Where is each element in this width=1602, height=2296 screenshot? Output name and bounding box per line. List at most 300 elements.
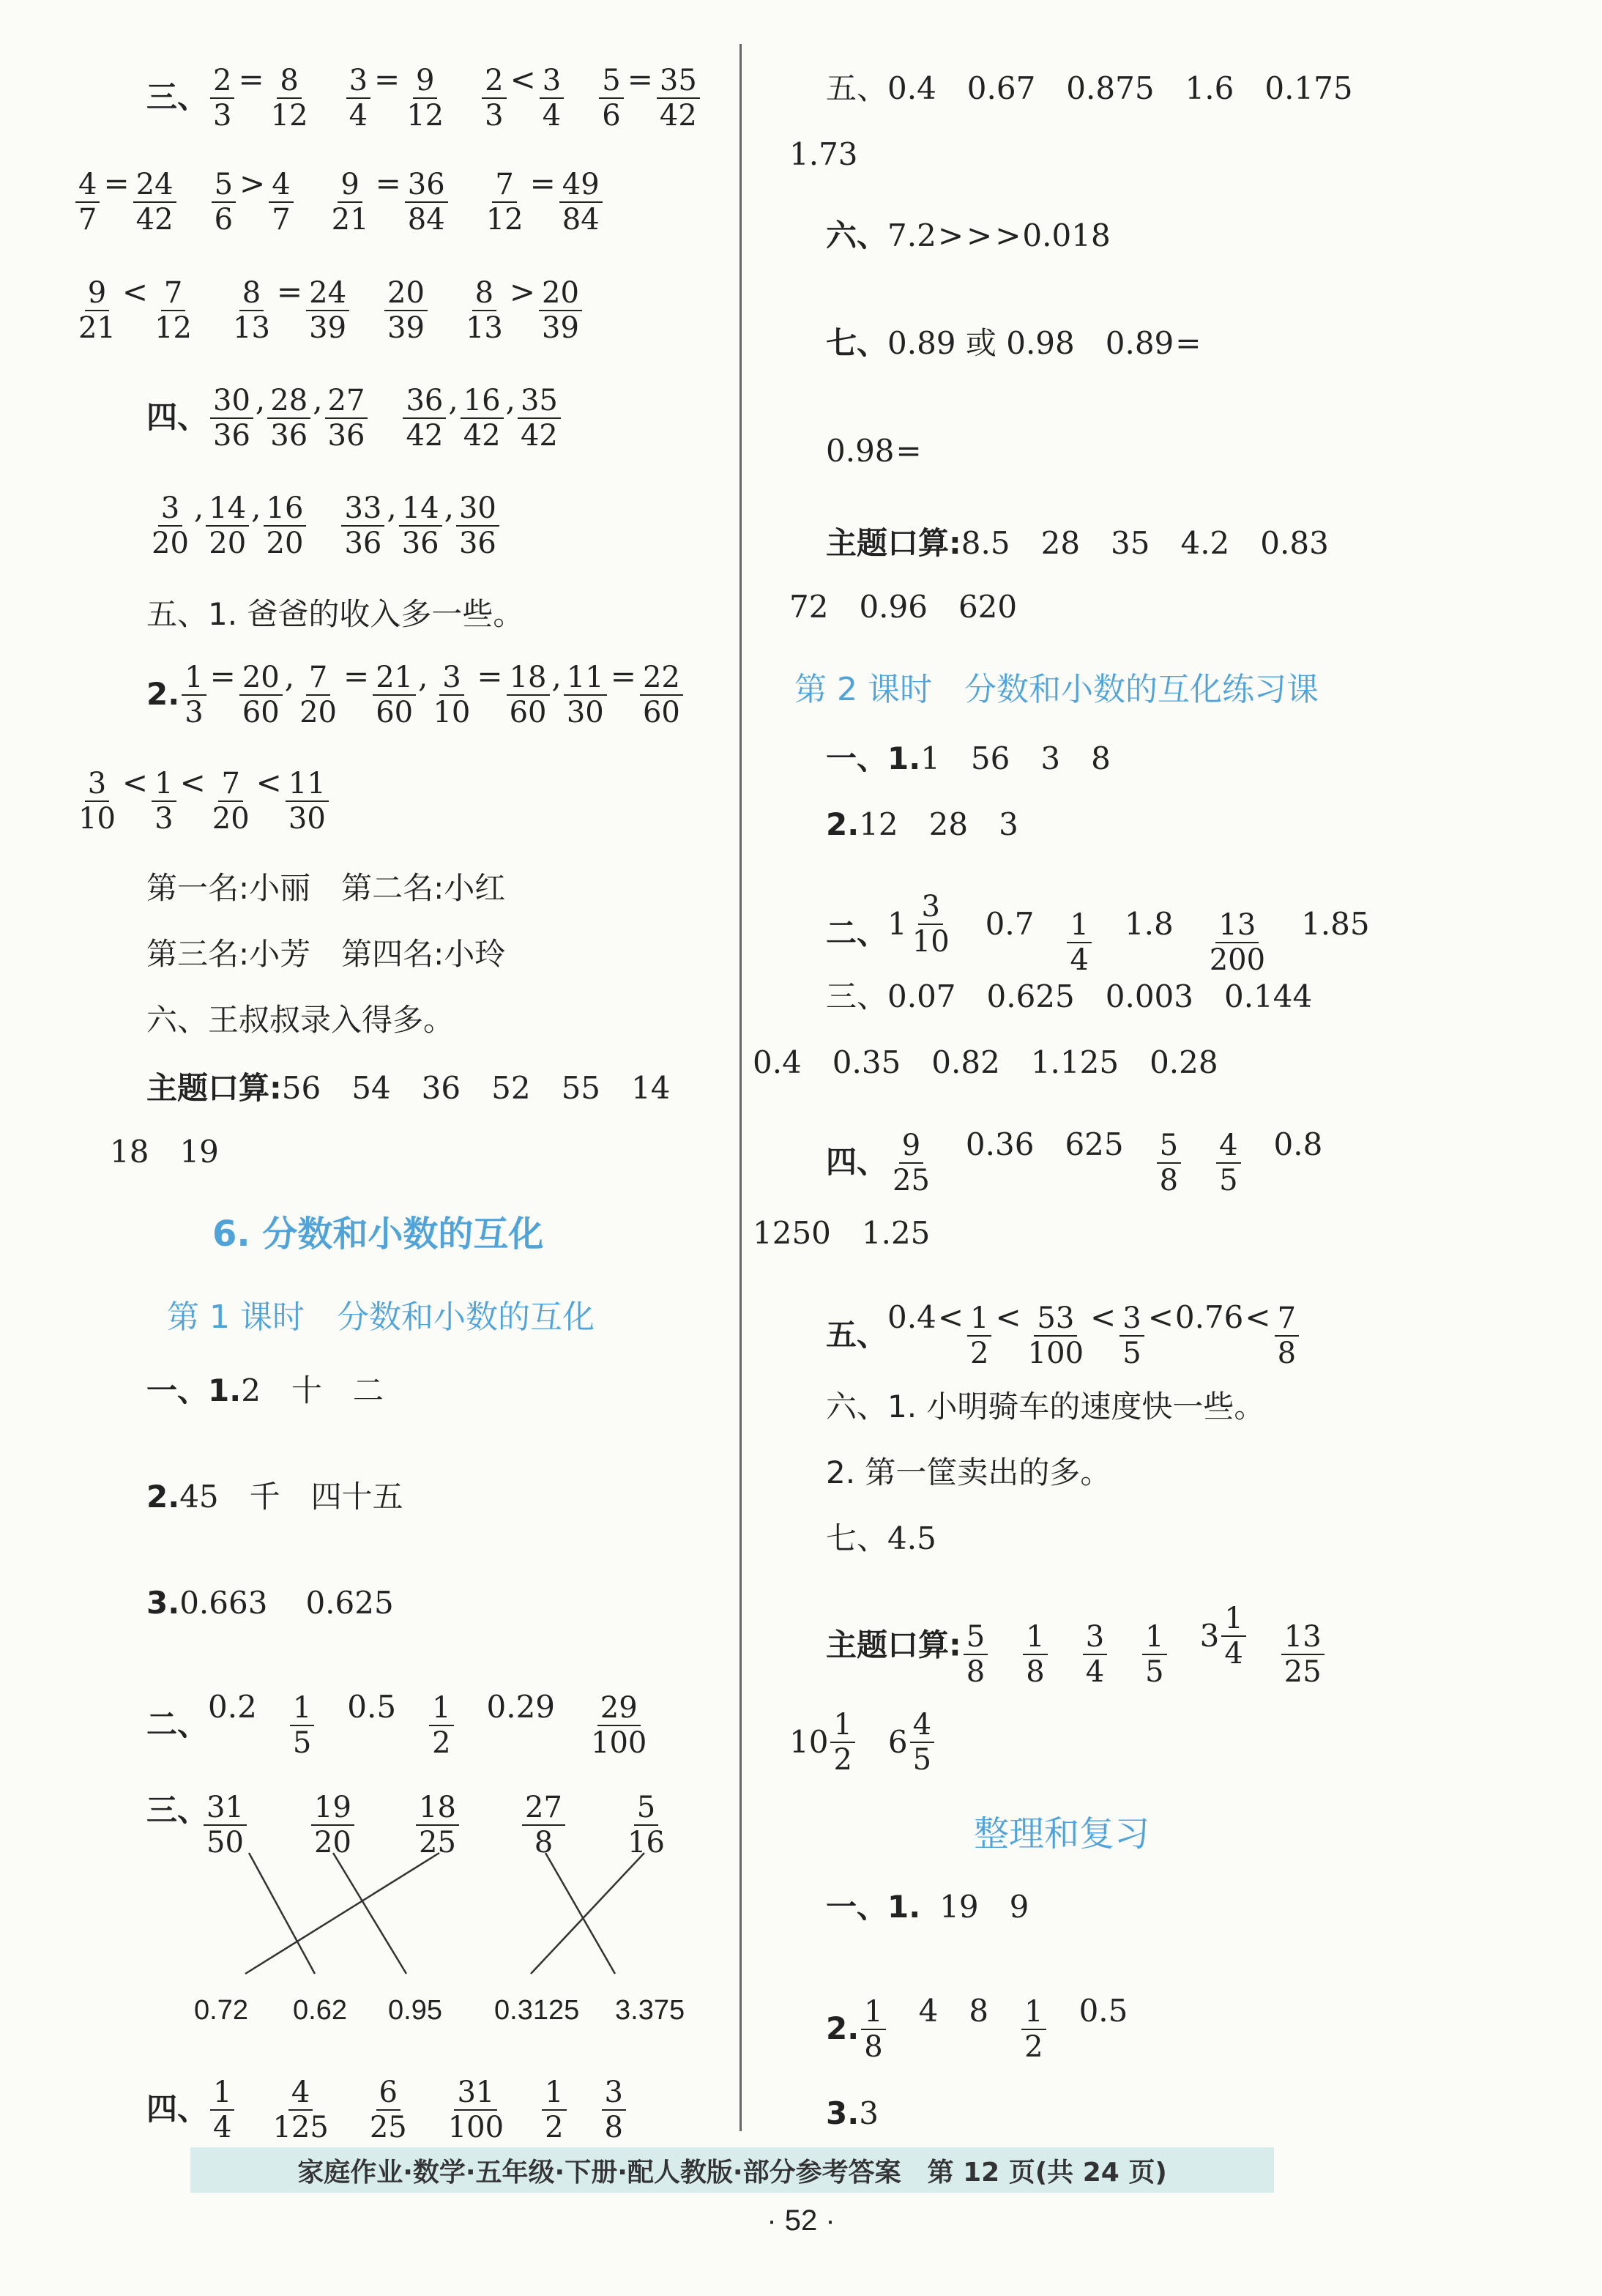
numerator: 8 <box>277 66 301 99</box>
denominator: 60 <box>509 696 547 729</box>
operator: < <box>179 765 206 800</box>
denominator: 2 <box>970 1337 989 1370</box>
match-line <box>531 1853 644 1974</box>
lesson-title: 第 1 课时 分数和小数的互化 <box>167 1299 595 1336</box>
fraction <box>1216 1131 1240 1195</box>
numerator: 53 <box>1034 1304 1077 1337</box>
denominator: 4 <box>1070 943 1089 977</box>
fraction <box>964 1622 988 1687</box>
denominator: 4 <box>213 2111 232 2144</box>
mental-math-label: 主题口算: <box>826 1627 961 1663</box>
numerator: 27 <box>325 386 368 419</box>
numerator: 9 <box>899 1131 923 1164</box>
numerator: 1 <box>1142 1622 1166 1655</box>
denominator: 36 <box>458 527 496 560</box>
right-t1 <box>826 1889 1029 1925</box>
right-r7: 72 0.96 620 <box>789 589 1018 625</box>
operator: < <box>122 274 149 310</box>
numerator: 11 <box>564 663 607 696</box>
denominator: 5 <box>1122 1337 1141 1370</box>
denominator: 100 <box>447 2111 504 2144</box>
operator: = <box>627 62 653 97</box>
numerator: 1 <box>1023 1622 1047 1655</box>
numerator: 35 <box>518 386 561 419</box>
denominator: 4 <box>349 99 368 133</box>
denominator: 13 <box>465 311 503 345</box>
left-d <box>146 2076 628 2142</box>
match-line <box>545 1853 615 1974</box>
denominator: 21 <box>331 203 369 237</box>
answer-text: 0.663 <box>179 1585 268 1621</box>
footer-banner: 家庭作业·数学·五年级·下册·配人教版·部分参考答案 第 12 页(共 24 页) <box>190 2147 1274 2193</box>
answer-text: 12 28 3 <box>859 806 1018 842</box>
denominator: 8 <box>966 1655 986 1689</box>
operator: = <box>610 658 636 694</box>
mental-math-answers: 56 54 36 52 55 14 <box>281 1070 671 1106</box>
answer-text: 0.89 或 0.98 0.89 <box>887 325 1174 361</box>
denominator: 30 <box>566 696 604 729</box>
denominator: 60 <box>376 696 414 729</box>
mixed-number <box>887 890 955 959</box>
denominator: 3 <box>185 696 204 729</box>
fraction <box>1157 1131 1181 1195</box>
fraction <box>1275 1301 1299 1370</box>
operator: < <box>1245 1299 1271 1335</box>
answer-value: 4 <box>918 1993 939 2029</box>
right-s2 <box>826 807 1018 840</box>
item-mark: 一、1. <box>146 1372 242 1408</box>
answer-value: 8 <box>969 1993 989 2029</box>
comma: , <box>284 658 295 694</box>
item-mark: 四、 <box>826 1144 888 1180</box>
matching-decimal: 0.3125 <box>494 1995 580 2026</box>
fraction <box>1025 1301 1087 1370</box>
mixed-number <box>1199 1602 1248 1671</box>
comma: , <box>313 382 323 417</box>
numerator: 4 <box>269 170 293 203</box>
denominator: 42 <box>520 419 558 453</box>
mixed-number <box>789 1710 857 1775</box>
numerator: 5 <box>599 66 623 99</box>
numerator: 3 <box>540 66 564 99</box>
comma: , <box>255 382 266 417</box>
right-r5: 0.98= <box>826 433 922 469</box>
numerator: 5 <box>964 1622 988 1655</box>
denominator: 8 <box>1159 1164 1179 1197</box>
denominator: 5 <box>1219 1164 1238 1197</box>
denominator: 42 <box>659 99 697 133</box>
comma: , <box>448 382 458 417</box>
numerator: 3 <box>602 2078 626 2111</box>
operator: = <box>477 658 503 694</box>
denominator: 50 <box>206 1826 244 1860</box>
right-r4: 七、0.89 或 0.98 0.89= <box>826 325 1202 361</box>
operator: > <box>239 166 266 201</box>
mental-math-label: 主题口算: <box>146 1070 282 1106</box>
matching-decimal: 0.95 <box>388 1995 442 2026</box>
answer-list <box>961 1602 1327 1689</box>
right-s3 <box>826 892 1370 975</box>
left-line-6: 五、1. 爸爸的收入多一些。 <box>146 596 524 632</box>
numerator: 30 <box>456 494 499 527</box>
numerator: 16 <box>461 386 504 419</box>
denominator: 2 <box>833 1743 852 1777</box>
denominator: 8 <box>534 1826 554 1860</box>
fraction <box>830 1710 854 1775</box>
fraction <box>861 1997 885 2062</box>
operator: = <box>238 62 264 97</box>
numerator: 4 <box>288 2078 313 2111</box>
denominator: 20 <box>209 527 247 560</box>
numerator: 3 <box>1119 1304 1144 1337</box>
numerator: 8 <box>472 278 496 311</box>
fraction <box>367 2078 410 2142</box>
denominator: 6 <box>602 99 621 133</box>
answer-list <box>887 1126 1323 1197</box>
numerator: 13 <box>1281 1622 1325 1655</box>
answer-value: 0.4 <box>887 1299 936 1335</box>
item-mark: 2. <box>146 676 180 712</box>
numerator: 24 <box>133 170 176 203</box>
denominator: 5 <box>292 1726 312 1760</box>
match-line <box>333 1853 406 1974</box>
numerator: 1 <box>830 1710 854 1743</box>
right-r2: 1.73 <box>789 136 858 172</box>
matching-decimal: 0.62 <box>293 1995 347 2026</box>
numerator: 31 <box>204 1793 247 1826</box>
answer-value: 0.76 <box>1174 1299 1244 1335</box>
denominator: 12 <box>485 203 524 237</box>
numerator: 1 <box>290 1693 314 1726</box>
fraction <box>1207 910 1268 975</box>
lesson-title: 第 2 课时 分数和小数的互化练习课 <box>794 671 1319 708</box>
numerator: 2 <box>482 66 506 99</box>
denominator: 60 <box>642 696 680 729</box>
answer-text: 3 <box>859 2095 879 2131</box>
mixed-number <box>888 1710 936 1775</box>
numerator: 7 <box>161 278 185 311</box>
fraction <box>910 1710 934 1775</box>
operator: < <box>937 1299 964 1335</box>
whole-part: 10 <box>789 1724 829 1760</box>
numerator: 3 <box>85 769 109 802</box>
right-t3 <box>826 2096 879 2129</box>
numerator: 4 <box>910 1710 934 1743</box>
item-mark: 四、 <box>146 399 209 435</box>
fraction <box>1281 1622 1325 1687</box>
denominator: 36 <box>401 527 439 560</box>
item-mark: 2. <box>826 2010 860 2046</box>
fraction <box>210 2078 234 2142</box>
numerator: 1 <box>1221 1604 1245 1637</box>
numerator: 1 <box>182 663 206 696</box>
numerator: 9 <box>85 278 109 311</box>
fraction <box>909 890 953 959</box>
denominator: 25 <box>419 1826 456 1860</box>
numerator: 19 <box>311 1793 354 1826</box>
right-s12 <box>826 1604 1327 1687</box>
numerator: 11 <box>286 769 329 802</box>
fraction <box>1142 1622 1166 1687</box>
fraction-list <box>208 2073 628 2144</box>
denominator: 12 <box>270 99 308 133</box>
numerator: 29 <box>597 1693 641 1726</box>
comma: , <box>418 658 428 694</box>
denominator: 100 <box>591 1726 647 1760</box>
numerator: 1 <box>1021 1997 1046 2030</box>
denominator: 8 <box>1277 1337 1297 1370</box>
numerator: 7 <box>1275 1304 1299 1337</box>
denominator: 200 <box>1209 943 1266 977</box>
operator: < <box>995 1299 1021 1335</box>
denominator: 4 <box>1224 1637 1243 1671</box>
left-line-11: 六、王叔叔录入得多。 <box>146 1002 455 1038</box>
item-mark: 七、 <box>826 325 888 361</box>
matching-decimal: 0.72 <box>194 1995 248 2026</box>
item-mark: 3. <box>146 1585 180 1621</box>
operator: < <box>1147 1299 1174 1335</box>
item-mark: 二、 <box>826 915 888 951</box>
right-s6 <box>826 1126 1323 1197</box>
answer-text: 7.2 <box>887 218 936 253</box>
denominator: 8 <box>604 2111 623 2144</box>
numerator: 2 <box>210 66 234 99</box>
operator: < <box>510 62 536 97</box>
right-r1: 五、0.4 0.67 0.875 1.6 0.175 <box>826 70 1353 106</box>
answer-text: 0.98 <box>826 433 895 469</box>
whole-part: 1 <box>887 906 907 942</box>
item-mark: 六、 <box>826 218 888 253</box>
operator: = <box>103 166 130 201</box>
numerator: 3 <box>1083 1622 1107 1655</box>
numerator: 1 <box>210 2078 234 2111</box>
numerator: 9 <box>413 66 437 99</box>
match-line <box>245 1853 439 1974</box>
comma: , <box>551 658 562 694</box>
answer-text: 1 56 3 8 <box>920 740 1111 776</box>
operator: < <box>256 765 282 800</box>
denominator: 3 <box>485 99 504 133</box>
comma: , <box>251 489 261 525</box>
answer-text: 0.018 <box>1022 218 1111 253</box>
right-t2 <box>826 1993 1128 2064</box>
numerator: 22 <box>640 663 683 696</box>
answer-value: 0.5 <box>1078 1993 1128 2029</box>
numerator: 33 <box>341 494 384 527</box>
numerator: 3 <box>918 892 942 925</box>
numerator: 9 <box>338 170 362 203</box>
denominator: 42 <box>135 203 174 237</box>
item-mark: 三、 <box>146 1792 209 1828</box>
denominator: 5 <box>912 1743 932 1777</box>
denominator: 84 <box>562 203 600 237</box>
fraction <box>1067 910 1091 975</box>
item-mark: 2. <box>146 1479 180 1515</box>
numerator: 14 <box>399 494 442 527</box>
fraction <box>269 2078 331 2142</box>
answer-text: 2 十 二 <box>241 1372 384 1408</box>
answer-value: 0.2 <box>208 1689 257 1725</box>
denominator: 84 <box>407 203 445 237</box>
operator: = <box>375 166 401 201</box>
right-s11: 七、4.5 <box>826 1520 936 1556</box>
denominator: 7 <box>272 203 291 237</box>
numerator: 8 <box>239 278 264 311</box>
denominator: 2 <box>1024 2030 1043 2064</box>
comma: , <box>505 382 515 417</box>
denominator: 12 <box>154 311 193 345</box>
denominator: 4 <box>1085 1655 1105 1689</box>
numerator: 35 <box>657 66 700 99</box>
comma: , <box>444 489 454 525</box>
numerator: 21 <box>373 663 416 696</box>
right-s13 <box>789 1710 936 1775</box>
left-line-9: 第一名:小丽 第二名:小红 <box>146 870 506 906</box>
numerator: 7 <box>492 170 516 203</box>
item-mark: 2. <box>826 806 860 842</box>
numerator: 20 <box>539 278 582 311</box>
numerator: 1 <box>429 1693 453 1726</box>
denominator: 12 <box>406 99 444 133</box>
denominator: 8 <box>864 2030 883 2064</box>
operator: > <box>509 274 536 310</box>
fraction <box>890 1131 933 1195</box>
answer-list <box>789 1708 936 1777</box>
answer-list <box>887 890 1370 977</box>
denominator: 20 <box>152 527 189 560</box>
item-mark: 一、1. <box>826 740 921 776</box>
numerator: 3 <box>158 494 182 527</box>
denominator: 20 <box>266 527 304 560</box>
right-s5: 0.4 0.35 0.82 1.125 0.28 <box>753 1044 1218 1080</box>
whole-part: 6 <box>887 1724 908 1760</box>
denominator: 36 <box>327 419 365 453</box>
numerator: 20 <box>384 278 428 311</box>
numerator: 31 <box>454 2078 497 2111</box>
fraction <box>1119 1301 1144 1370</box>
right-r3: 六、7.2>>>0.018 <box>826 218 1111 253</box>
answer-text: 45 千 四十五 <box>179 1479 403 1515</box>
denominator: 10 <box>78 802 116 836</box>
numerator: 7 <box>306 663 330 696</box>
answer-value: 0.5 <box>347 1689 397 1725</box>
section-title: 6. 分数和小数的互化 <box>212 1214 544 1255</box>
denominator: 42 <box>406 419 444 453</box>
denominator: 10 <box>912 925 950 959</box>
fraction <box>542 2078 566 2142</box>
denominator: 16 <box>627 1826 665 1860</box>
page-number: · 52 · <box>767 2204 835 2237</box>
operator: < <box>1090 1299 1117 1335</box>
fraction <box>967 1301 991 1370</box>
denominator: 60 <box>242 696 280 729</box>
denominator: 20 <box>212 802 250 836</box>
right-s7: 1250 1.25 <box>753 1215 931 1251</box>
numerator: 1 <box>542 2078 566 2111</box>
mental-math-answers: 8.5 28 35 4.2 0.83 <box>961 525 1329 561</box>
numerator: 5 <box>212 170 236 203</box>
numerator: 6 <box>376 2078 400 2111</box>
denominator: 39 <box>309 311 347 345</box>
right-s9: 六、1. 小明骑车的速度快一些。 <box>826 1389 1265 1424</box>
operator: = <box>209 658 236 694</box>
fraction <box>602 2078 626 2142</box>
numerator: 16 <box>264 494 307 527</box>
answer-value: 0.29 <box>486 1689 556 1725</box>
denominator: 13 <box>233 311 270 345</box>
denominator: 39 <box>387 311 425 345</box>
numerator: 24 <box>306 278 349 311</box>
operator: = <box>276 274 303 310</box>
answer-value: 0.7 <box>985 906 1035 942</box>
left-line-10: 第三名:小芳 第四名:小玲 <box>146 936 506 972</box>
right-s1 <box>826 741 1111 774</box>
denominator: 20 <box>299 696 338 729</box>
answer-text: 0.625 <box>305 1585 394 1621</box>
denominator: 2 <box>432 1726 451 1760</box>
denominator: 7 <box>78 203 97 237</box>
operator: < <box>122 765 149 800</box>
denominator: 6 <box>214 203 234 237</box>
fraction <box>1083 1622 1107 1687</box>
denominator: 30 <box>288 802 326 836</box>
denominator: 5 <box>1145 1655 1164 1689</box>
numerator: 27 <box>522 1793 565 1826</box>
fraction <box>1221 1602 1245 1671</box>
item-mark: 四、 <box>146 2091 209 2127</box>
numerator: 49 <box>559 170 603 203</box>
match-line <box>249 1853 315 1974</box>
numerator: 14 <box>206 494 249 527</box>
denominator: 36 <box>213 419 250 453</box>
numerator: 1 <box>152 769 176 802</box>
denominator: 21 <box>78 311 116 345</box>
inequality-chain <box>887 1299 1301 1370</box>
denominator: 3 <box>154 802 174 836</box>
left-line-13: 18 19 <box>110 1134 219 1170</box>
numerator: 1 <box>967 1304 991 1337</box>
numerator: 18 <box>507 663 550 696</box>
mental-math-label: 主题口算: <box>826 525 961 561</box>
denominator: 3 <box>213 99 232 133</box>
answer-text: 19 9 <box>939 1889 1029 1925</box>
numerator: 7 <box>218 769 242 802</box>
right-s8 <box>826 1299 1301 1370</box>
numerator: 20 <box>239 663 283 696</box>
denominator: 8 <box>1026 1655 1045 1689</box>
numerator: 13 <box>1215 910 1259 943</box>
denominator: 2 <box>545 2111 564 2144</box>
operator: = <box>529 166 556 201</box>
item-mark: 五、 <box>826 1317 888 1353</box>
item-mark: 二、 <box>146 1706 209 1742</box>
matching-decimal: 3.375 <box>615 1995 685 2026</box>
numerator: 30 <box>210 386 253 419</box>
numerator: 5 <box>1157 1131 1181 1164</box>
right-s4: 三、0.07 0.625 0.003 0.144 <box>826 978 1313 1014</box>
numerator: 3 <box>346 66 370 99</box>
item-mark: 三、 <box>146 79 209 115</box>
denominator: 25 <box>1284 1655 1322 1689</box>
denominator: 4 <box>542 99 562 133</box>
denominator: 100 <box>1027 1337 1084 1370</box>
denominator: 42 <box>463 419 501 453</box>
numerator: 4 <box>75 170 100 203</box>
fraction <box>1021 1997 1046 2062</box>
answer-list <box>859 1993 1128 2064</box>
denominator: 39 <box>542 311 579 345</box>
operator: = <box>343 658 370 694</box>
